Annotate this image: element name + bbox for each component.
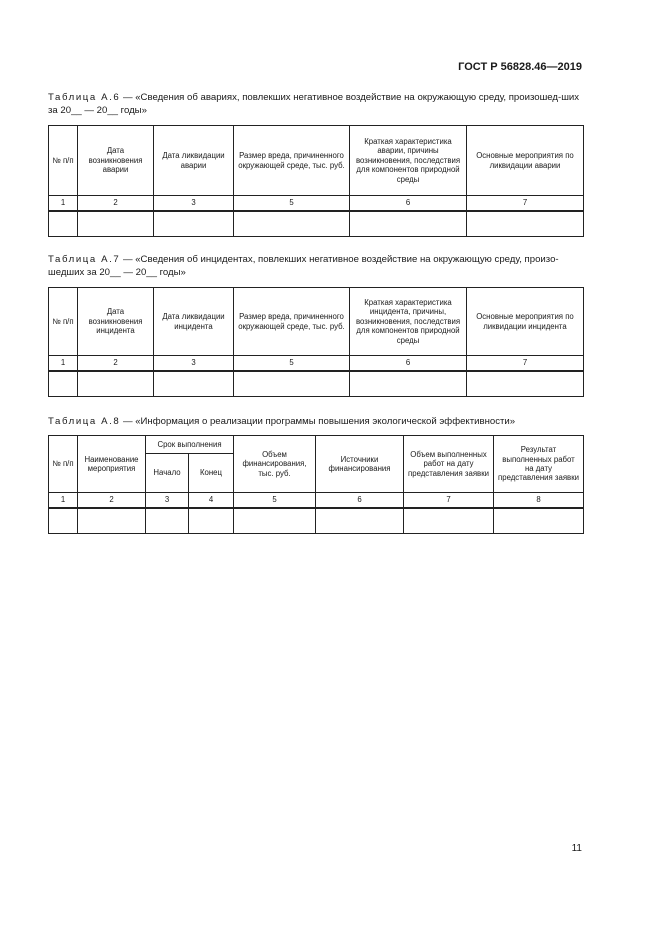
table-a6-empty-cell <box>467 211 584 237</box>
page-number: 11 <box>571 843 582 854</box>
table-a6-header-cell: № п/п <box>49 126 78 196</box>
table-a6-header-cell: Дата ликвидации аварии <box>154 126 234 196</box>
table-a6-empty-cell <box>350 211 467 237</box>
table-a7-number-cell: 6 <box>350 356 467 372</box>
table-a7-caption <box>48 253 584 279</box>
table-a8-empty-cell <box>78 508 146 534</box>
table-a7-number-cell: 2 <box>78 356 154 372</box>
table-a8-empty-cell <box>49 508 78 534</box>
table-a6-empty-cell <box>154 211 234 237</box>
table-a8-empty-cell <box>189 508 234 534</box>
table-a8-number-cell: 4 <box>189 493 234 509</box>
table-a6-empty-row <box>49 211 584 237</box>
table-a7-empty-cell <box>154 371 234 397</box>
table-a6-header-cell: Дата возникновения аварии <box>78 126 154 196</box>
table-a7-empty-row <box>49 371 584 397</box>
table-a7-caption-text: — «Сведения об инцидентах, повлекших негативное воздействие на окружающую среду, произо-шедших за 20__ — 20__ годы» <box>48 254 559 278</box>
table-a8-empty-cell <box>316 508 404 534</box>
table-a8-number-cell: 2 <box>78 493 146 509</box>
table-a7-empty-cell <box>467 371 584 397</box>
table-a7-number-cell: 7 <box>467 356 584 372</box>
table-a7-caption-lead: Таблица А.7 <box>48 254 121 265</box>
table-a6 <box>48 125 584 237</box>
table-a6-header-cell: Размер вреда, причиненного окружающей среде, тыс. руб. <box>234 126 350 196</box>
table-a8-empty-cell <box>404 508 494 534</box>
table-a6-number-cell: 2 <box>78 196 154 212</box>
table-a7-number-cell: 3 <box>154 356 234 372</box>
table-a8-caption-text: — «Информация о реализации программы повышения экологической эффективности» <box>120 416 516 427</box>
table-a8-caption-lead: Таблица А.8 <box>48 416 121 427</box>
table-a8-empty-cell <box>494 508 584 534</box>
table-a7-header-cell: Основные мероприятия по ликвидации инцидента <box>467 288 584 356</box>
table-a8-header-cell: Объем выполненных работ на дату представления заявки <box>404 436 494 493</box>
table-a8-empty-cell <box>234 508 316 534</box>
table-a8-empty-cell <box>146 508 189 534</box>
table-a6-empty-cell <box>49 211 78 237</box>
table-a8-header-cell: № п/п <box>49 436 78 493</box>
table-a7-header-cell: Размер вреда, причиненного окружающей среде, тыс. руб. <box>234 288 350 356</box>
table-a7 <box>48 287 584 397</box>
table-a6-number-row <box>49 196 584 212</box>
table-a7-empty-cell <box>78 371 154 397</box>
table-a8-number-cell: 1 <box>49 493 78 509</box>
table-a8-header-cell: Объем финансирования, тыс. руб. <box>234 436 316 493</box>
table-a8-header-cell: Источники финансирования <box>316 436 404 493</box>
table-a7-header-cell: Краткая характеристика инцидента, причины, возникновения, последствия для компонентов природной среды <box>350 288 467 356</box>
table-a7-empty-cell <box>49 371 78 397</box>
table-a8-header-row-top <box>49 436 584 454</box>
table-a6-empty-cell <box>78 211 154 237</box>
table-a8-header-cell-start: Начало <box>146 454 189 493</box>
table-a6-number-cell: 7 <box>467 196 584 212</box>
table-a6-header-cell: Краткая характеристика аварии, причины возникновения, последствия для компонентов природной среды <box>350 126 467 196</box>
table-a8-number-cell: 7 <box>404 493 494 509</box>
table-a6-caption <box>48 91 584 117</box>
table-a6-caption-text: — «Сведения об авариях, повлекших негативное воздействие на окружающую среду, произошед-ших за 20__ — 20__ годы» <box>48 92 580 116</box>
table-a8-header-cell-period: Срок выполнения <box>146 436 234 454</box>
table-a6-number-cell: 3 <box>154 196 234 212</box>
table-a7-header-row <box>49 288 584 356</box>
table-a6-header-cell: Основные мероприятия по ликвидации аварии <box>467 126 584 196</box>
table-a6-empty-cell <box>234 211 350 237</box>
table-a8-header-cell-end: Конец <box>189 454 234 493</box>
table-a6-caption-lead: Таблица А.6 <box>48 92 121 103</box>
table-a7-header-cell: № п/п <box>49 288 78 356</box>
table-a8-empty-row <box>49 508 584 534</box>
table-a7-header-cell: Дата возникновения инцидента <box>78 288 154 356</box>
table-a8-caption <box>48 415 584 428</box>
table-a7-number-cell: 5 <box>234 356 350 372</box>
table-a8-number-cell: 8 <box>494 493 584 509</box>
table-a6-number-cell: 5 <box>234 196 350 212</box>
table-a8-number-cell: 6 <box>316 493 404 509</box>
table-a7-number-row <box>49 356 584 372</box>
table-a8-header-cell: Наименование мероприятия <box>78 436 146 493</box>
table-a7-number-cell: 1 <box>49 356 78 372</box>
table-a8-header-cell: Результат выполненных работ на дату представления заявки <box>494 436 584 493</box>
table-a8-number-row <box>49 493 584 509</box>
table-a7-header-cell: Дата ликвидации инцидента <box>154 288 234 356</box>
table-a8 <box>48 435 584 534</box>
table-a7-empty-cell <box>234 371 350 397</box>
table-a7-empty-cell <box>350 371 467 397</box>
table-a8-number-cell: 3 <box>146 493 189 509</box>
table-a6-header-row <box>49 126 584 196</box>
table-a8-number-cell: 5 <box>234 493 316 509</box>
table-a6-number-cell: 1 <box>49 196 78 212</box>
table-a6-number-cell: 6 <box>350 196 467 212</box>
document-standard-number: ГОСТ Р 56828.46—2019 <box>458 61 582 73</box>
